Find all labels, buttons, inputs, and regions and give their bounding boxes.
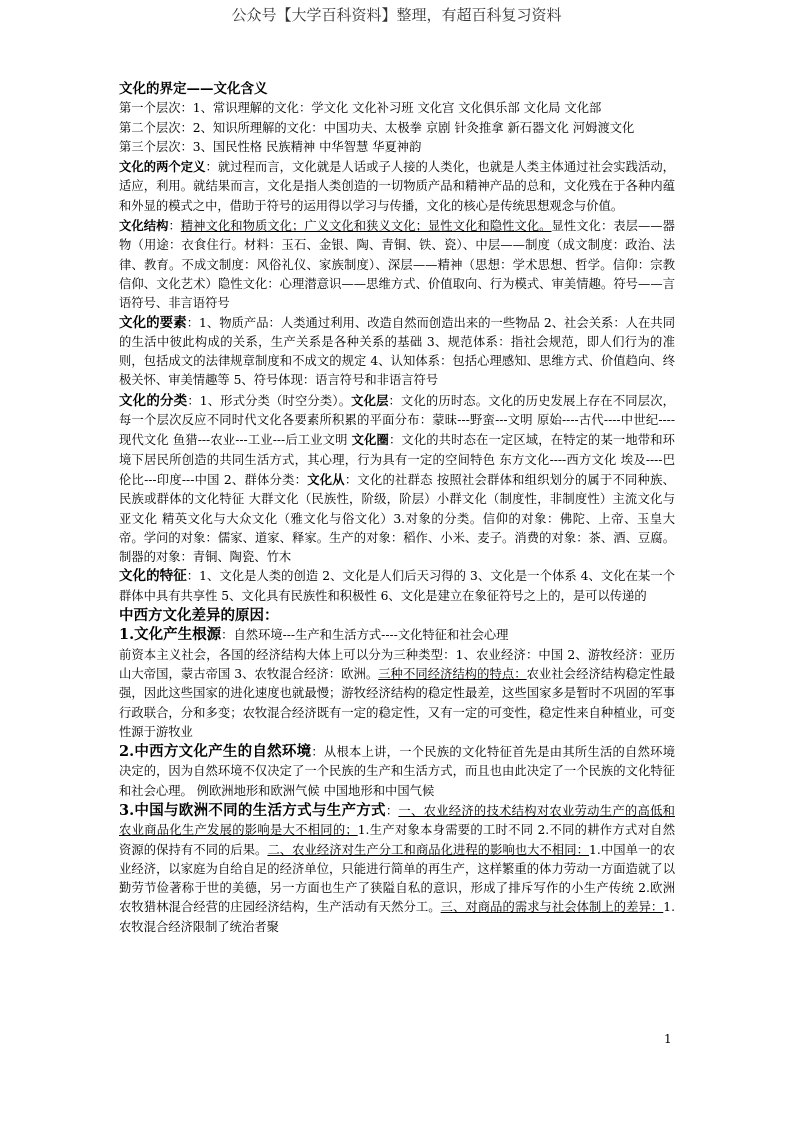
text-production-3: 1.农牧混合经济限制了统治者聚 [119, 900, 675, 934]
label-classification: 文化的分类 [119, 392, 188, 409]
structure-separator: ： [168, 219, 181, 234]
production-underlined-1: 一、农业经济的技术结构对农业劳动生产的高低和农业商品化生产发展的影响是大不相同的； [119, 803, 675, 838]
structure-underlined: 精神文化和物质文化；广义文化和狭义文化；显性文化和隐性文化。 [180, 219, 552, 234]
text-production-2: 1.中国单一的农业经济，以家庭为自给自足的经济单位，只能进行简单的再生产，这样繁重的体力劳动一方面造就了以勤劳节俭著称于世的美德，另一方面也生产了狭隘自私的意识，形成了排斥写作的小生产传统 2.欧洲农牧猎林混合经营的庄园经济结构，生产活动有天然分工。 [119, 842, 675, 915]
text-structure: 显性文化：表层——器物（用途：衣食住行。材料：玉石、金银、陶、青铜、铁、瓷）、中层——制度（成文制度：政治、法律、教育。不成文制度：风俗礼仪、家族制度）、深层——精神（思想：学术思想、哲学。信仰：宗教信仰、文化艺术）隐性文化：心理潜意识——思维方式、价值取向、行为模式、审美情趣。符号——言语符号、非言语符号 [119, 219, 675, 311]
production-underlined-2: 二、农业经济对生产分工和商品化进程的影响也大不相同： [267, 842, 590, 857]
paragraph-level-1: 第一个层次：1、常识理解的文化：学文化 文化补习班 文化宫 文化俱乐部 文化局 文化部 [119, 101, 602, 116]
text-elements: ：1、物质产品：人类通过利用、改造自然而创造出来的一些物品 2、社会关系：人在共同的生活中彼此构成的关系，生产关系是各种关系的基础 3、规范体系：指社会规范，即人们行为的准则，包括成文的法律规章制度和不成文的规定 4、认知体系：包括心理感知、思维方式、价值趋向、终极关怀、审美情趣等 5、符号体现：语言符号和非语言符号 [119, 315, 675, 388]
label-production: 3.中国与欧洲不同的生活方式与生产方式 [119, 801, 386, 819]
text-class-1: ：1、形式分类（时空分类）。 [187, 393, 352, 408]
paragraph-origin [119, 625, 675, 645]
section-title-definition: 文化的界定——文化含义 [119, 81, 268, 97]
label-culture-layer: 文化层 [351, 392, 389, 408]
document-body [119, 80, 675, 937]
paragraph-environment [119, 742, 675, 801]
section-title-differences: 中西方文化差异的原因： [119, 607, 279, 625]
text-economy-2: 农业社会经济结构稳定性最强，因此这些国家的进化速度也就最慢；游牧经济结构的稳定性最差，这些国家多是暂时不巩固的军事行政联合，分和多变；农牧混合经济既有一定的稳定性，又有一定的可变性，稳定性来自种植业，可变性源于游牧业 [119, 666, 675, 739]
paragraph-level-3: 第三个层次：3、国民性格 民族精神 中华智慧 华夏神韵 [119, 139, 422, 154]
economy-underlined: 三种不同经济结构的特点： [378, 666, 527, 681]
text-environment: ：从根本上讲，一个民族的文化特征首先是由其所生活的自然环境决定的，因为自然环境不仅决定了一个民族的生产和生活方式，而且也由此决定了一个民族的文化特征和社会心理。 例欧洲地形和欧洲气候 中国地形和中国气候 [119, 745, 675, 798]
label-culture-cluster: 文化从 [307, 471, 345, 487]
page-number: 1 [664, 1032, 672, 1046]
paragraph-structure [119, 216, 675, 313]
text-two-definitions: ：就过程而言，文化就是人话或子人接的人类化，也就是人类主体通过社会实践活动，适应，利用。就结果而言，文化是指人类创造的一切物质产品和精神产品的总和，文化残在于各种内蕴和外显的模式之中，借助于符号的运用得以学习与传播，文化的核心是传统思想观念与价值。 [119, 160, 675, 213]
paragraph-classification [119, 391, 675, 568]
label-elements: 文化的要素 [119, 314, 187, 331]
text-features: ：1、文化是人类的创造 2、文化是人们后天习得的 3、文化是一个体系 4、文化在某一个群体中具有共享性 5、文化具有民族性和积极性 6、文化是建立在象征符号之上的，是可以传递的 [119, 569, 675, 603]
label-origin: 1.文化产生根源 [119, 626, 222, 644]
label-two-definitions: 文化的两个定义 [119, 159, 206, 175]
paragraph-economy [119, 646, 675, 742]
label-features: 文化的特征 [119, 568, 187, 585]
page-header: 公众号【大学百科资料】整理，有超百科复习资料 [231, 6, 562, 24]
text-class-2: ：文化的历时态。文化的历史发展上存在不同层次，每一个层次反应不同时代文化各要素所积累的平面分布：蒙昧---野蛮---文明 原始----古代----中世纪----现代文化 鱼猎---农业---工业---后工业文明 [119, 393, 675, 448]
production-underlined-3: 三、对商品的需求与社会体制上的差异： [440, 900, 664, 915]
origin-subtitle: ：自然环境---生产和生活方式----文化特征和社会心理 [221, 628, 509, 643]
text-economy-1: 前资本主义社会，各国的经济结构大体上可以分为三种类型：1、农业经济：中国 2、游牧经济：亚历山大帝国，蒙古帝国 3、农牧混合经济：欧洲。 [119, 647, 675, 681]
label-structure: 文化结构 [119, 218, 169, 234]
paragraph-elements [119, 314, 675, 391]
label-culture-circle: 文化圈 [351, 432, 389, 448]
paragraph-two-definitions [119, 157, 675, 216]
text-class-4: ：文化的社群态 按照社会群体和组织划分的属于不同种族、民族或群体的文化特征 大群文化（民族性，阶级，阶层）小群文化（制度性，非制度性）主流文化与亚文化 精英文化与大众文化（雅文化与俗文化）3.对象的分类。信仰的对象：佛陀、上帝、玉皇大帝。学问的对象：儒家、道家、释家。生产的对象：稻作、小米、麦子。消费的对象：茶、酒、豆腐。制器的对象：青铜、陶瓷、竹木 [119, 472, 675, 565]
label-environment: 2.中西方文化产生的自然环境 [119, 743, 312, 761]
text-production-1: 1.生产对象本身需要的工时不同 2.不同的耕作方式对自然资源的保持有不同的后果。 [119, 823, 675, 857]
production-colon: ： [385, 803, 399, 818]
paragraph-features [119, 567, 675, 606]
paragraph-production [119, 801, 675, 937]
paragraph-level-2: 第二个层次：2、知识所理解的文化：中国功夫、太极拳 京剧 针灸推拿 新石器文化 河姆渡文化 [119, 120, 635, 135]
text-class-3: ：文化的共时态在一定区域，在特定的某一地带和环境下居民所创造的共同生活方式，其心理，行为具有一定的空间特色 东方文化----西方文化 埃及----巴伦比---印度---中国 2、群体分类： [119, 433, 675, 487]
